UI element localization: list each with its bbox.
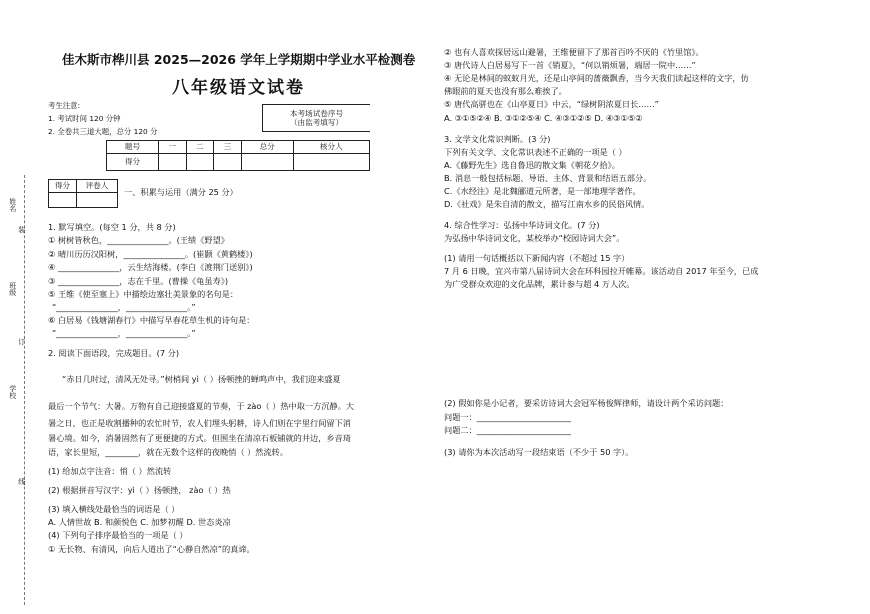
q2-sub-4-item-2: ② 也有人喜欢探居远山避暑，王维便留下了那首百吟不厌的《竹里馆》。 bbox=[444, 47, 704, 57]
q2-sub-3: (3) 填入横线处最恰当的词语是（ ） bbox=[48, 504, 180, 514]
q2-passage-line-2: 最后一个节气：大暑。万物有自己迎接盛夏的节奏，于 zào（ ）热中取一方沉静。大 bbox=[48, 401, 355, 411]
q2-sub-1: (1) 给加点字注音：悄（ ）然流转 bbox=[48, 466, 172, 476]
q4-question-2[interactable]: 问题二：_______________________ bbox=[444, 425, 571, 435]
q1-title: 1. 默写填空。(每空 1 分，共 8 分) bbox=[48, 222, 176, 232]
q2-sub-2: (2) 根据拼音写汉字：yì（ ）扬顿挫， zào（ ）热 bbox=[48, 485, 231, 495]
q2-sub-4-item-5: ⑤ 唐代高骈也在《山亭夏日》中云，“绿树阴浓夏日长……” bbox=[444, 99, 659, 109]
seat-number-label bbox=[263, 105, 371, 132]
q2-sub-4: (4) 下列句子排序最恰当的一项是（ ） bbox=[48, 530, 188, 540]
q3-title: 3. 文学文化常识判断。(3 分) bbox=[444, 134, 551, 144]
q4-stem: 为弘扬中华诗词文化，某校举办“校园诗词大会”。 bbox=[444, 233, 625, 243]
q2-sub-4-options: A. ③①⑤②④ B. ③①②⑤④ C. ④③①②⑤ D. ④③①⑤② bbox=[444, 113, 643, 123]
score-table-header: 题号 bbox=[107, 141, 159, 154]
q1-line-5: ⑤ 王维《使至塞上》中描绘边塞壮美景象的名句是： bbox=[48, 289, 239, 299]
seat-number-line1: 本考场试卷序号 bbox=[289, 108, 344, 118]
score-cell[interactable] bbox=[293, 154, 369, 171]
q1-line-6-blank: “_______________，_______________。” bbox=[52, 328, 196, 338]
q4-news-line-2: 为广受群众欢迎的文化品牌，累计参与超 4 万人次。 bbox=[444, 279, 635, 289]
score-table-header: 核分人 bbox=[293, 141, 369, 154]
q2-passage-line-1: “赤日几时过，清风无处寻。”树梢间 yì（ ）扬顿挫的蝉鸣声中，我们迎来盛夏 bbox=[62, 374, 341, 384]
grader-score-label: 得分 bbox=[49, 180, 77, 193]
notes-heading: 考生注意: bbox=[48, 101, 81, 110]
q4-sub-1: (1) 请用一句话概括以下新闻内容（不超过 15 字） bbox=[444, 253, 630, 263]
section-1-title: 一、积累与运用（满分 25 分） bbox=[124, 187, 238, 197]
q2-sub-4-item-4: ④ 无论是林间的蚊蚁月光，还是山亭间的蔷薇飘香，当今天我们读起这样的文字，仿 bbox=[444, 73, 749, 83]
q2-passage-line-4: 暑心境。如今，消暑固然有了更便捷的方式。但围坐在清凉石板铺就的井边，乡音琦 bbox=[48, 433, 351, 443]
q3-option-d: D.《社戏》是朱自清的散文，描写江南水乡的民俗风情。 bbox=[444, 199, 650, 209]
q2-passage-line-3: 暑之日，也正是收割播种的农忙时节，农人们埋头躬耕，诗人们则在字里行间留下消 bbox=[48, 418, 351, 428]
q3-option-b: B. 消息一般包括标题、导语、主体、背景和结语五部分。 bbox=[444, 173, 652, 183]
q4-sub-3: (3) 请你为本次活动写一段结束语（不少于 50 字）。 bbox=[444, 447, 634, 457]
score-table-header: 二 bbox=[186, 141, 214, 154]
q2-passage-line-5: 语，家长里短，________，就在无数个这样的夜晚悄（ ）然流转。 bbox=[48, 447, 289, 457]
side-label-class: 班级 bbox=[8, 282, 17, 296]
score-cell[interactable] bbox=[158, 154, 186, 171]
score-table-header: 一 bbox=[158, 141, 186, 154]
q4-news-line-1: 7 月 6 日晚，宜兴市第八届诗词大会在环科园拉开帷幕。该活动自 2017 年至今，已成 bbox=[444, 266, 759, 276]
side-label-name: 姓名 bbox=[8, 198, 17, 212]
notes-item-1: 1. 考试时间 120 分钟 bbox=[48, 114, 121, 123]
score-cell[interactable] bbox=[241, 154, 293, 171]
q3-option-a: A.《藤野先生》选自鲁迅的散文集《朝花夕拾》。 bbox=[444, 160, 620, 170]
side-label-mark1: 装 bbox=[17, 226, 26, 233]
q2-sub-4-item-3: ③ 唐代诗人白居易写下一首《销夏》，“何以销烦暑，端居一院中……” bbox=[444, 60, 696, 70]
q2-title: 2. 阅读下面语段，完成题目。(7 分) bbox=[48, 348, 180, 358]
score-table-header: 三 bbox=[214, 141, 242, 154]
seat-number-box bbox=[262, 104, 370, 132]
q1-line-1: ① 树树皆秋色，_______________。(王绩《野望》 bbox=[48, 235, 229, 245]
grader-table bbox=[48, 179, 118, 208]
grader-name-label: 评卷人 bbox=[76, 180, 117, 193]
q1-line-2: ② 晴川历历汉阳树，_______________。(崔颢《黄鹤楼》) bbox=[48, 249, 253, 259]
q3-option-c: C.《水经注》是北魏郦道元所著，是一部地理学著作。 bbox=[444, 186, 641, 196]
side-label-school: 学校 bbox=[8, 385, 17, 399]
q2-sub-3-options: A. 人情世故 B. 和颜悦色 C. 加梦初醒 D. 世态炎凉 bbox=[48, 517, 231, 527]
q4-sub-2: (2) 假如你是小记者，要采访诗词大会冠军杨俊辉律师，请设计两个采访问题： bbox=[444, 398, 729, 408]
q1-line-5-blank: “_______________，_______________。” bbox=[52, 302, 196, 312]
subject-title: 八年级语文试卷 bbox=[172, 78, 305, 98]
q2-sub-4-item-1: ① 无长物、有清风，向后人道出了“心静自然凉”的真谛。 bbox=[48, 544, 255, 554]
q1-line-3: ③ _______________，志在千里。(曹操《龟虽寿》) bbox=[48, 276, 229, 286]
score-cell[interactable] bbox=[214, 154, 242, 171]
score-table bbox=[106, 140, 370, 171]
score-cell[interactable] bbox=[186, 154, 214, 171]
q1-line-6: ⑥ 白居易《钱塘湖春行》中描写早春花草生机的诗句是： bbox=[48, 315, 255, 325]
grader-name-cell[interactable] bbox=[76, 193, 117, 208]
q1-line-4: ④ _______________，云生结海楼。(李白《渡荆门送别》) bbox=[48, 262, 253, 272]
notes-item-2: 2. 全卷共三道大题，总分 120 分 bbox=[48, 127, 158, 136]
q4-question-1[interactable]: 问题一：_______________________ bbox=[444, 412, 571, 422]
grader-score-cell[interactable] bbox=[49, 193, 77, 208]
score-table-header: 总分 bbox=[241, 141, 293, 154]
side-label-mark2: 订 bbox=[17, 338, 26, 345]
q3-stem: 下列有关文学、文化常识表述不正确的一项是（ ） bbox=[444, 147, 627, 157]
q4-title: 4. 综合性学习：弘扬中华诗词文化。(7 分) bbox=[444, 220, 600, 230]
seat-number-line2: （由监考填写） bbox=[289, 118, 344, 127]
q2-sub-4-item-4-cont: 佛眼前的夏天也没有那么难挨了。 bbox=[444, 86, 567, 96]
exam-title: 佳木斯市桦川县 2025—2026 学年上学期期中学业水平检测卷 bbox=[62, 52, 416, 67]
binding-line bbox=[24, 175, 25, 605]
score-row-label: 得分 bbox=[107, 154, 159, 171]
side-label-mark3: 线 bbox=[17, 478, 26, 485]
